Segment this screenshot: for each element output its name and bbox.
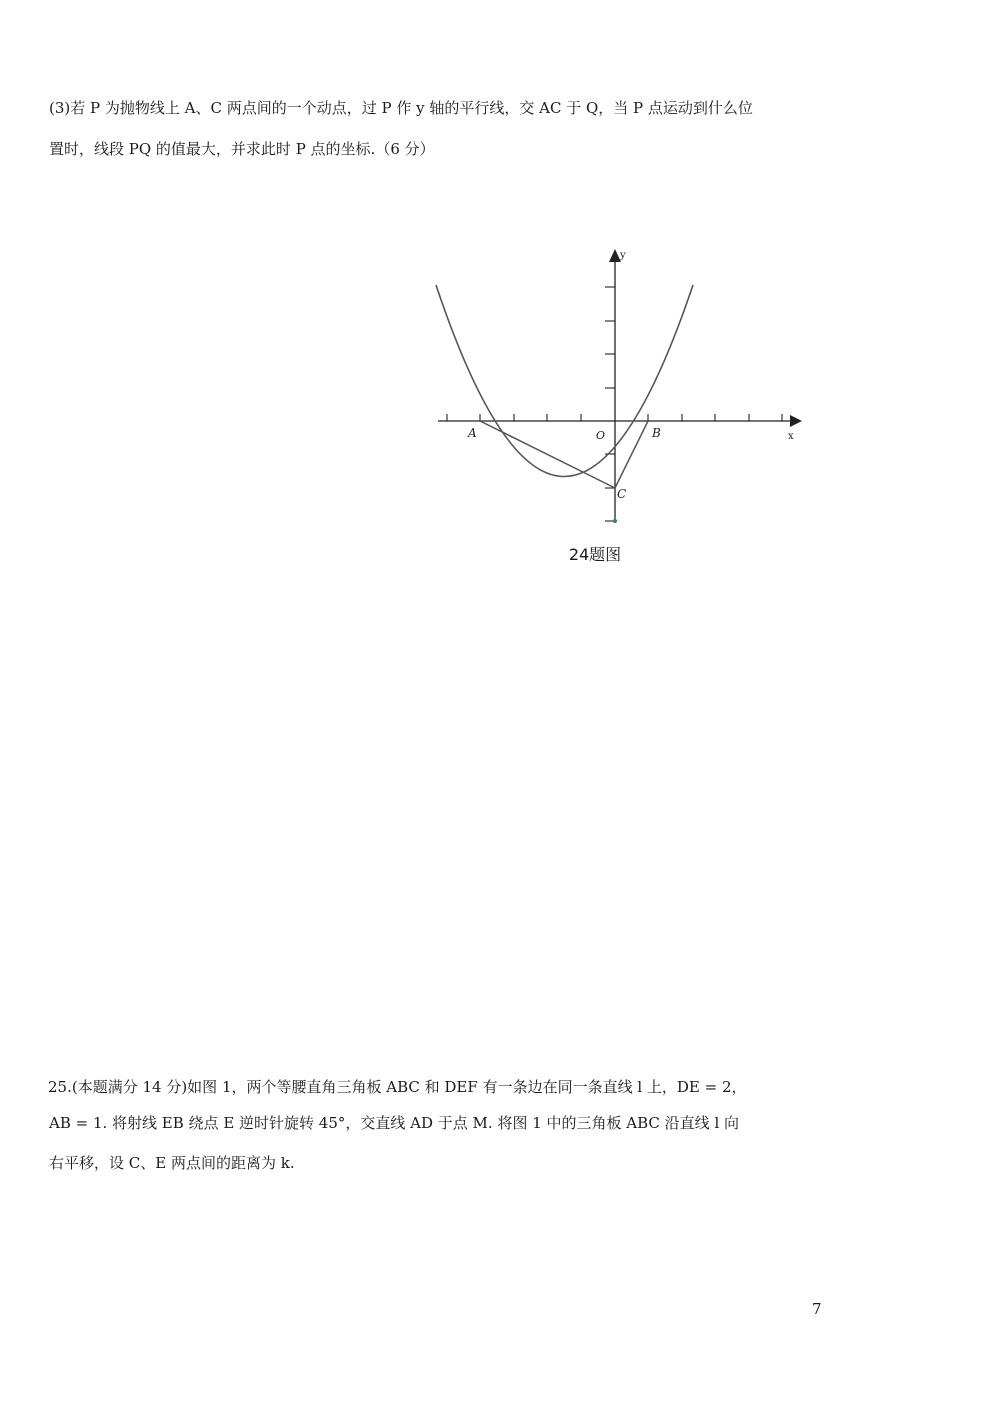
axis-end-dot bbox=[613, 519, 617, 523]
question-25-line-1: 25.(本题满分 14 分)如图 1，两个等腰直角三角板 ABC 和 DEF 有一条边在同一条直线 l 上，DE = 2， bbox=[48, 1078, 747, 1096]
parabola-figure bbox=[432, 243, 808, 533]
figure-caption: 24题图 bbox=[568, 545, 622, 564]
question-3-line-1: (3)若 P 为抛物线上 A、C 两点间的一个动点，过 P 作 y 轴的平行线，交 AC 于 Q，当 P 点运动到什么位 bbox=[49, 99, 753, 117]
label-b: B bbox=[652, 426, 661, 440]
label-y: y bbox=[620, 250, 626, 261]
x-axis-arrow bbox=[790, 415, 802, 427]
label-origin: O bbox=[596, 429, 606, 442]
parabola-curve bbox=[436, 285, 693, 477]
parabola-graph bbox=[432, 243, 808, 533]
question-25-line-3: 右平移，设 C、E 两点间的距离为 k. bbox=[49, 1154, 295, 1172]
label-x: x bbox=[788, 431, 794, 442]
segment-cb bbox=[615, 421, 648, 488]
segment-ac bbox=[480, 421, 615, 488]
question-25-line-2: AB = 1. 将射线 EB 绕点 E 逆时针旋转 45°，交直线 AD 于点 M. 将图 1 中的三角板 ABC 沿直线 l 向 bbox=[49, 1114, 740, 1132]
label-a: A bbox=[468, 426, 477, 440]
label-c: C bbox=[617, 487, 627, 501]
question-3-line-2: 置时，线段 PQ 的值最大，并求此时 P 点的坐标.（6 分） bbox=[49, 140, 435, 158]
page-number: 7 bbox=[812, 1300, 822, 1318]
